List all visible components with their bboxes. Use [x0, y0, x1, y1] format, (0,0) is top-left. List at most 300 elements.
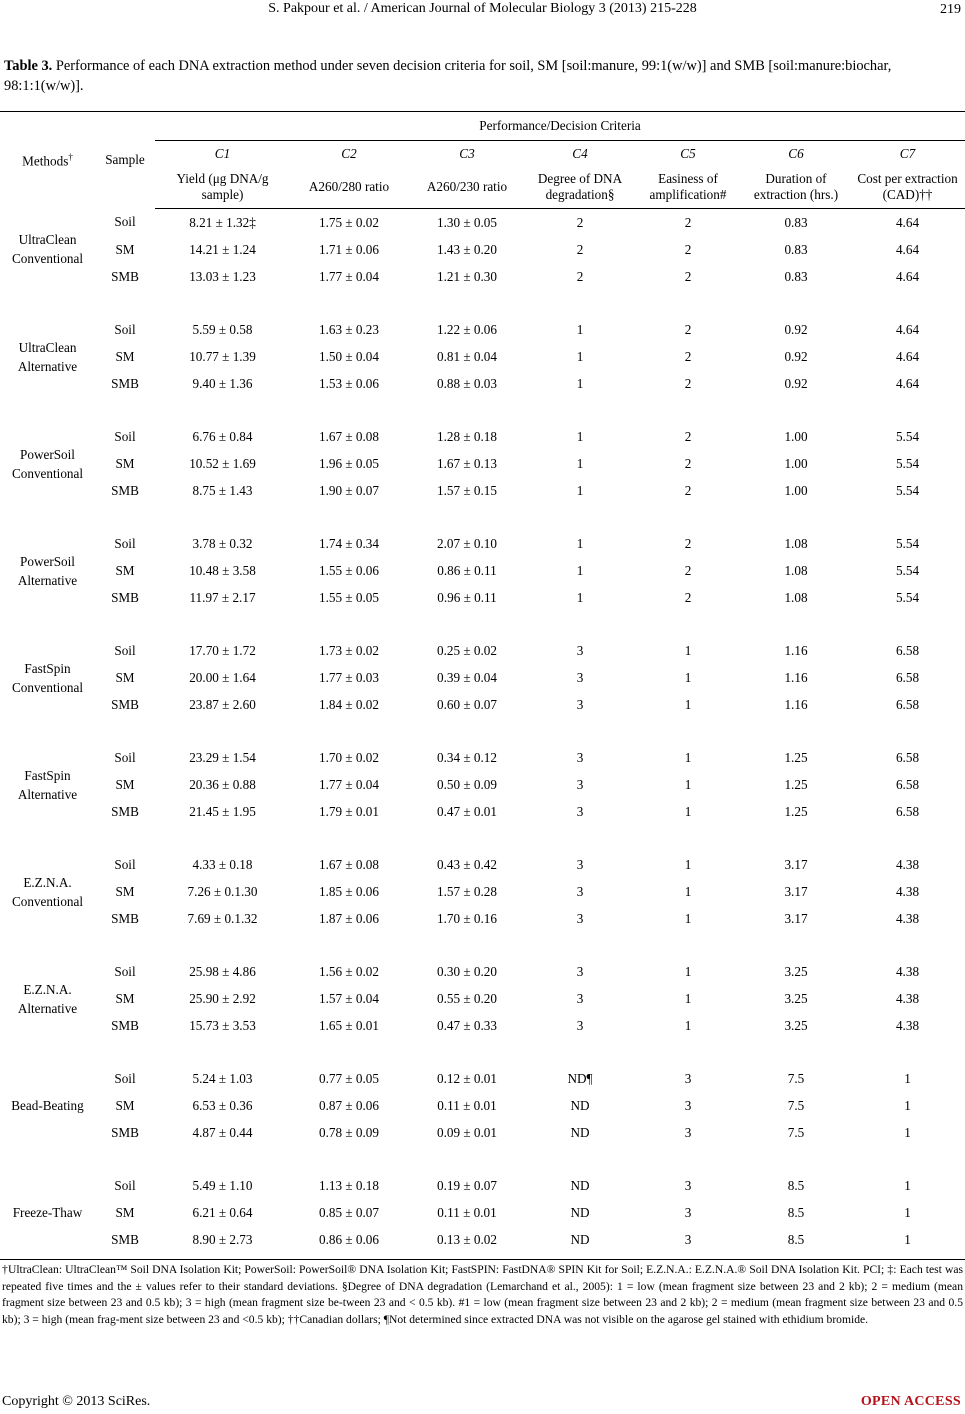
value-cell-c2: 1.53 ± 0.06: [319, 375, 379, 391]
criterion-header-6: [742, 141, 850, 167]
group-spacer-cell: [0, 932, 965, 958]
table-row: [0, 1012, 965, 1039]
value-cell-c4: 1: [576, 482, 584, 498]
value-cell-c6: 8.5: [787, 1204, 805, 1220]
sample-cell: Soil: [114, 428, 136, 444]
group-spacer: [0, 611, 965, 637]
value-cell-c7: 5.54: [895, 589, 920, 605]
value-cell-c1: 4.87 ± 0.44: [192, 1124, 253, 1140]
value-cell-c5: 3: [684, 1177, 692, 1193]
value-cell-c7: 1: [904, 1124, 911, 1140]
method-name-line: Freeze-Thaw: [12, 1205, 83, 1220]
value-cell-c5: 2: [684, 348, 692, 364]
table-row: [0, 370, 965, 397]
group-spacer-cell: [0, 397, 965, 423]
value-cell-c4: 3: [576, 856, 584, 872]
value-cell-c2: 0.86 ± 0.06: [319, 1231, 379, 1247]
value-cell-c4: 3: [576, 642, 584, 658]
value-cell-c2: 1.90 ± 0.07: [319, 482, 379, 498]
value-cell-c2: 1.57 ± 0.04: [319, 990, 379, 1006]
value-cell-c3: 2.07 ± 0.10: [437, 535, 497, 551]
value-cell-c2: 0.87 ± 0.06: [319, 1097, 379, 1113]
table-row: [0, 798, 965, 825]
method-name: [0, 958, 95, 1039]
value-cell-c5: 2: [684, 482, 692, 498]
value-cell-c7: 4.64: [895, 241, 920, 257]
value-cell-c4: 1: [576, 455, 584, 471]
value-cell-c1: 5.24 ± 1.03: [192, 1070, 253, 1086]
value-cell-c3: 0.43 ± 0.42: [437, 856, 497, 872]
group-spacer: [0, 1146, 965, 1172]
value-cell-c6: 1.16: [784, 696, 808, 712]
sample-cell: SM: [115, 669, 135, 685]
value-cell-c7: 1: [904, 1231, 911, 1247]
value-cell-c6: 7.5: [787, 1097, 805, 1113]
value-cell-c1: 20.36 ± 0.88: [189, 776, 256, 792]
value-cell-c5: 2: [684, 428, 692, 444]
value-cell-c6: 1.25: [784, 803, 808, 819]
value-cell-c3: 0.34 ± 0.12: [437, 749, 497, 765]
value-cell-c6: 3.17: [784, 883, 808, 899]
table-row: [0, 263, 965, 290]
value-cell-c6: 1.25: [784, 749, 808, 765]
value-cell-c1: 25.90 ± 2.92: [189, 990, 256, 1006]
value-cell-c1: 4.33 ± 0.18: [192, 856, 253, 872]
table-row: [0, 744, 965, 771]
value-cell-c6: 0.83: [784, 214, 808, 230]
value-cell-c7: 5.54: [895, 482, 920, 498]
value-cell-c1: 10.48 ± 3.58: [189, 562, 256, 578]
value-cell-c3: 0.12 ± 0.01: [437, 1070, 497, 1086]
value-cell-c7: 4.64: [895, 348, 920, 364]
criterion-description-2: A260/280 ratio: [290, 166, 408, 209]
value-cell-c7: 1: [904, 1097, 911, 1113]
value-cell-c7: 4.64: [895, 214, 920, 230]
table-row: [0, 316, 965, 343]
group-spacer: [0, 1039, 965, 1065]
method-name-line: Conventional: [11, 893, 84, 909]
value-cell-c7: 4.64: [895, 321, 920, 337]
value-cell-c5: 1: [684, 910, 692, 926]
group-spacer: [0, 825, 965, 851]
value-cell-c7: 5.54: [895, 455, 920, 471]
value-cell-c3: 0.47 ± 0.01: [437, 803, 497, 819]
value-cell-c1: 23.87 ± 2.60: [189, 696, 256, 712]
value-cell-c7: 5.54: [895, 428, 920, 444]
value-cell-c1: 10.77 ± 1.39: [189, 348, 256, 364]
value-cell-c7: 4.38: [895, 910, 920, 926]
method-name-line: Conventional: [11, 465, 84, 481]
value-cell-c3: 0.81 ± 0.04: [437, 348, 497, 364]
sample-cell: Soil: [114, 856, 136, 872]
criterion-label: C4: [572, 145, 588, 161]
sample-cell: Soil: [114, 963, 136, 979]
value-cell-c7: 4.38: [895, 883, 920, 899]
value-cell-c4: 3: [576, 963, 584, 979]
value-cell-c7: 4.38: [895, 963, 920, 979]
value-cell-c5: 1: [684, 696, 692, 712]
method-name-line: E.Z.N.A.: [23, 981, 72, 997]
value-cell-c3: 1.22 ± 0.06: [437, 321, 497, 337]
value-cell-c5: 1: [684, 669, 692, 685]
footnote-rule: [0, 1259, 965, 1260]
value-cell-c4: 2: [576, 268, 584, 284]
group-spacer-cell: [0, 611, 965, 637]
value-cell-c6: 0.83: [784, 268, 808, 284]
sample-cell: Soil: [114, 214, 136, 230]
sample-cell: SMB: [111, 1231, 139, 1247]
value-cell-c5: 3: [684, 1204, 692, 1220]
value-cell-c3: 0.30 ± 0.20: [437, 963, 497, 979]
sample-cell: SMB: [111, 375, 139, 391]
criterion-header-1: [155, 141, 290, 167]
value-cell-c4: 3: [576, 990, 584, 1006]
value-cell-c2: 1.74 ± 0.34: [319, 535, 379, 551]
criterion-label: C3: [459, 145, 475, 161]
sample-cell: Soil: [114, 1177, 136, 1193]
value-cell-c7: 6.58: [895, 776, 920, 792]
value-cell-c2: 1.50 ± 0.04: [319, 348, 379, 364]
table-row: [0, 1119, 965, 1146]
table-row: [0, 985, 965, 1012]
criterion-label: C7: [899, 145, 916, 161]
sample-cell: SMB: [111, 482, 139, 498]
value-cell-c6: 1.00: [784, 455, 808, 471]
criterion-label: C6: [788, 145, 804, 161]
value-cell-c4: 1: [576, 321, 584, 337]
value-cell-c1: 21.45 ± 1.95: [189, 803, 256, 819]
value-cell-c4: 1: [576, 348, 584, 364]
sample-cell: SMB: [111, 1124, 139, 1140]
value-cell-c6: 1.16: [784, 669, 808, 685]
criterion-label: C5: [680, 145, 696, 161]
value-cell-c6: 0.92: [784, 321, 808, 337]
value-cell-c5: 1: [684, 749, 692, 765]
value-cell-c2: 1.73 ± 0.02: [319, 642, 379, 658]
methods-header: [0, 112, 95, 209]
method-name-line: Alternative: [17, 572, 78, 588]
method-name-line: FastSpin: [24, 767, 71, 783]
criterion-description-7: Cost per extraction (CAD)††: [850, 166, 965, 209]
sample-cell: SM: [115, 241, 135, 257]
table-row: [0, 905, 965, 932]
value-cell-c7: 1: [904, 1070, 911, 1086]
value-cell-c3: 1.43 ± 0.20: [437, 241, 497, 257]
table-row: [0, 771, 965, 798]
table-footnotes: †UltraClean: UltraClean™ Soil DNA Isolation Kit; PowerSoil: PowerSoil® DNA Isolation Kit; FastSPIN: FastDNA® SPIN Kit for Soil; E.Z.N.A.: E.Z.N.A.® Soil DNA Isolation Kit. PCI; ‡: Each test was repeated five times and the ± values refer to their standard deviations. §Degree of DNA degradation (Lemarchand et al., 2005): 1 = low (mean fragment size between 23 and 2 kb); 2 = medium (mean fragment size between 23 and 0.5 kb); 3 = high (mean fragment size be-tween 23 and < 0.5 kb). #1 = low (mean fragment size between 23 and 2 kb); 2 = medium (mean fragment size between 23 and 0.5 kb); 3 = high (mean frag-ment size between 23 and <0.5 kb); ††Canadian dollars; ¶Not determined since extracted DNA was not visible on the agarose gel stained with ethidium bromide.: [2, 1263, 963, 1326]
table-row: [0, 450, 965, 477]
value-cell-c2: 0.77 ± 0.05: [319, 1070, 379, 1086]
criterion-description-1: Yield (μg DNA/g sample): [155, 166, 290, 209]
value-cell-c2: 1.65 ± 0.01: [319, 1017, 379, 1033]
value-cell-c3: 1.21 ± 0.30: [437, 268, 497, 284]
method-name: [0, 423, 95, 504]
value-cell-c1: 6.21 ± 0.64: [192, 1204, 253, 1220]
value-cell-c4: ND: [570, 1124, 590, 1140]
sample-cell: Soil: [114, 1070, 136, 1086]
value-cell-c2: 1.96 ± 0.05: [319, 455, 379, 471]
table-row: [0, 851, 965, 878]
table-row: [0, 958, 965, 985]
value-cell-c3: 0.11 ± 0.01: [437, 1204, 497, 1220]
value-cell-c6: 3.25: [784, 990, 808, 1006]
value-cell-c5: 3: [684, 1124, 692, 1140]
group-spacer-cell: [0, 504, 965, 530]
value-cell-c7: 6.58: [895, 642, 920, 658]
value-cell-c5: 1: [684, 803, 692, 819]
value-cell-c5: 3: [684, 1231, 692, 1247]
sample-cell: SM: [115, 1204, 135, 1220]
value-cell-c4: 3: [576, 696, 584, 712]
value-cell-c4: ND¶: [567, 1070, 593, 1086]
method-name: [0, 209, 95, 291]
value-cell-c7: 6.58: [895, 669, 920, 685]
value-cell-c1: 8.21 ± 1.32‡: [189, 214, 256, 230]
method-name: [0, 637, 95, 718]
value-cell-c2: 1.77 ± 0.04: [319, 776, 379, 792]
value-cell-c4: 3: [576, 669, 584, 685]
value-cell-c3: 0.60 ± 0.07: [437, 696, 497, 712]
value-cell-c3: 1.57 ± 0.15: [437, 482, 497, 498]
sample-cell: Soil: [114, 642, 136, 658]
value-cell-c7: 4.38: [895, 856, 920, 872]
value-cell-c2: 1.75 ± 0.02: [319, 214, 379, 230]
value-cell-c7: 6.58: [895, 803, 920, 819]
value-cell-c5: 1: [684, 776, 692, 792]
method-name: [0, 530, 95, 611]
criterion-header-2: [290, 141, 408, 167]
value-cell-c3: 0.19 ± 0.07: [437, 1177, 497, 1193]
table-row: [0, 878, 965, 905]
method-name-line: UltraClean: [18, 339, 77, 355]
value-cell-c7: 4.64: [895, 375, 920, 391]
value-cell-c6: 0.92: [784, 375, 808, 391]
value-cell-c7: 4.38: [895, 990, 920, 1006]
value-cell-c7: 4.64: [895, 268, 920, 284]
value-cell-c4: 3: [576, 803, 584, 819]
value-cell-c7: 6.58: [895, 749, 920, 765]
value-cell-c1: 8.90 ± 2.73: [192, 1231, 253, 1247]
value-cell-c5: 2: [684, 321, 692, 337]
value-cell-c4: ND: [570, 1097, 590, 1113]
value-cell-c1: 25.98 ± 4.86: [189, 963, 256, 979]
table-row: [0, 1199, 965, 1226]
value-cell-c5: 2: [684, 589, 692, 605]
value-cell-c3: 0.96 ± 0.11: [437, 589, 497, 605]
value-cell-c1: 20.00 ± 1.64: [189, 669, 256, 685]
value-cell-c2: 1.84 ± 0.02: [319, 696, 379, 712]
criterion-header-5: [634, 141, 742, 167]
value-cell-c2: 1.55 ± 0.06: [319, 562, 379, 578]
value-cell-c5: 3: [684, 1070, 692, 1086]
value-cell-c5: 2: [684, 535, 692, 551]
criterion-header-3: [408, 141, 526, 167]
table-row: [0, 1092, 965, 1119]
group-spacer: [0, 718, 965, 744]
value-cell-c6: 3.25: [784, 1017, 808, 1033]
sample-cell: SM: [115, 348, 135, 364]
value-cell-c6: 7.5: [787, 1124, 805, 1140]
sample-cell: SMB: [111, 910, 139, 926]
table-row: [0, 1065, 965, 1092]
criterion-description-6: Duration of extraction (hrs.): [742, 166, 850, 209]
value-cell-c1: 7.69 ± 0.1.32: [187, 910, 258, 926]
method-name-line: Conventional: [11, 251, 84, 267]
method-name-line: PowerSoil: [20, 553, 75, 569]
value-cell-c2: 1.85 ± 0.06: [319, 883, 379, 899]
value-cell-c1: 14.21 ± 1.24: [189, 241, 256, 257]
criterion-description-3: A260/230 ratio: [408, 166, 526, 209]
value-cell-c6: 8.5: [787, 1231, 805, 1247]
sample-cell: Soil: [114, 749, 136, 765]
group-spacer-cell: [0, 1039, 965, 1065]
running-head: S. Pakpour et al. / American Journal of Molecular Biology 3 (2013) 215-228: [268, 1, 697, 16]
sample-cell: SM: [115, 776, 135, 792]
value-cell-c4: 3: [576, 749, 584, 765]
table-row: [0, 423, 965, 450]
value-cell-c2: 1.71 ± 0.06: [319, 241, 379, 257]
value-cell-c3: 1.57 ± 0.28: [437, 883, 497, 899]
open-access-badge: OPEN ACCESS: [860, 1394, 961, 1409]
criterion-header-7: [850, 141, 965, 167]
value-cell-c4: 3: [576, 1017, 584, 1033]
value-cell-c3: 0.55 ± 0.20: [437, 990, 497, 1006]
table-row: [0, 477, 965, 504]
group-spacer: [0, 932, 965, 958]
value-cell-c1: 5.49 ± 1.10: [192, 1177, 253, 1193]
value-cell-c2: 1.77 ± 0.04: [319, 268, 379, 284]
group-spacer-cell: [0, 290, 965, 316]
value-cell-c4: ND: [570, 1204, 590, 1220]
value-cell-c2: 1.63 ± 0.23: [319, 321, 379, 337]
value-cell-c6: 8.5: [787, 1177, 805, 1193]
method-name: [0, 851, 95, 932]
value-cell-c2: 1.56 ± 0.02: [319, 963, 379, 979]
value-cell-c1: 5.59 ± 0.58: [192, 321, 253, 337]
value-cell-c5: 1: [684, 883, 692, 899]
table-row: [0, 584, 965, 611]
table-row: [0, 557, 965, 584]
value-cell-c7: 1: [904, 1177, 911, 1193]
sample-cell: SM: [115, 990, 135, 1006]
value-cell-c1: 15.73 ± 3.53: [189, 1017, 256, 1033]
value-cell-c2: 1.13 ± 0.18: [319, 1177, 379, 1193]
value-cell-c4: 1: [576, 562, 584, 578]
table-row: [0, 1172, 965, 1199]
method-name-line: Conventional: [11, 679, 84, 695]
value-cell-c2: 0.78 ± 0.09: [319, 1124, 379, 1140]
method-name-line: Alternative: [17, 786, 78, 802]
value-cell-c5: 1: [684, 1017, 692, 1033]
criterion-label: C1: [214, 145, 231, 161]
value-cell-c1: 10.52 ± 1.69: [189, 455, 256, 471]
copyright: Copyright © 2013 SciRes.: [2, 1394, 151, 1409]
value-cell-c5: 1: [684, 642, 692, 658]
value-cell-c6: 7.5: [787, 1070, 805, 1086]
methods-header-label: Methods: [22, 152, 69, 168]
value-cell-c2: 1.70 ± 0.02: [319, 749, 379, 765]
value-cell-c3: 0.11 ± 0.01: [437, 1097, 497, 1113]
running-header: [0, 0, 965, 24]
method-name-line: Alternative: [17, 358, 78, 374]
value-cell-c1: 13.03 ± 1.23: [189, 268, 256, 284]
group-spacer: [0, 397, 965, 423]
table-row: [0, 530, 965, 557]
value-cell-c7: 1: [904, 1204, 911, 1220]
group-spacer-cell: [0, 1146, 965, 1172]
table-caption-text: Performance of each DNA extraction method under seven decision criteria for soil, SM [soil:manure, 99:1(w/w)] and SMB [soil:manure:biochar, 98:1:1(w/w)].: [4, 58, 892, 94]
value-cell-c6: 3.17: [784, 856, 808, 872]
value-cell-c3: 1.67 ± 0.13: [437, 455, 497, 471]
value-cell-c5: 2: [684, 375, 692, 391]
value-cell-c1: 3.78 ± 0.32: [192, 535, 253, 551]
value-cell-c3: 0.86 ± 0.11: [437, 562, 497, 578]
method-name: [0, 316, 95, 397]
value-cell-c7: 6.58: [895, 696, 920, 712]
sample-cell: SMB: [111, 1017, 139, 1033]
sample-cell: Soil: [114, 321, 136, 337]
value-cell-c5: 2: [684, 562, 692, 578]
value-cell-c1: 9.40 ± 1.36: [192, 375, 253, 391]
value-cell-c1: 6.76 ± 0.84: [192, 428, 253, 444]
table-row: [0, 691, 965, 718]
value-cell-c4: 1: [576, 375, 584, 391]
value-cell-c6: 1.16: [784, 642, 808, 658]
table-row: [0, 1226, 965, 1253]
value-cell-c5: 1: [684, 963, 692, 979]
value-cell-c1: 23.29 ± 1.54: [189, 749, 256, 765]
value-cell-c4: ND: [570, 1231, 590, 1247]
method-name-line: PowerSoil: [20, 446, 75, 462]
sample-cell: SM: [115, 1097, 135, 1113]
value-cell-c6: 0.92: [784, 348, 808, 364]
table-label: Table 3.: [4, 58, 53, 74]
value-cell-c3: 0.13 ± 0.02: [437, 1231, 497, 1247]
value-cell-c5: 2: [684, 268, 692, 284]
value-cell-c5: 2: [684, 241, 692, 257]
value-cell-c1: 6.53 ± 0.36: [192, 1097, 253, 1113]
sample-cell: SMB: [111, 803, 139, 819]
group-spacer-cell: [0, 825, 965, 851]
sample-cell: SMB: [111, 589, 139, 605]
method-name-line: Bead-Beating: [11, 1098, 84, 1113]
value-cell-c3: 0.25 ± 0.02: [437, 642, 497, 658]
value-cell-c3: 0.39 ± 0.04: [437, 669, 497, 685]
value-cell-c4: 2: [576, 241, 584, 257]
value-cell-c2: 1.79 ± 0.01: [319, 803, 379, 819]
value-cell-c5: 2: [684, 214, 692, 230]
value-cell-c1: 11.97 ± 2.17: [189, 589, 256, 605]
value-cell-c3: 1.30 ± 0.05: [437, 214, 497, 230]
group-spacer: [0, 504, 965, 530]
sample-cell: SMB: [111, 696, 139, 712]
value-cell-c1: 7.26 ± 0.1.30: [187, 883, 258, 899]
group-spacer-cell: [0, 718, 965, 744]
criterion-header-4: [526, 141, 634, 167]
value-cell-c2: 1.77 ± 0.03: [319, 669, 379, 685]
value-cell-c6: 1.25: [784, 776, 808, 792]
table-row: [0, 209, 965, 237]
table-row: [0, 637, 965, 664]
value-cell-c2: 1.67 ± 0.08: [319, 856, 379, 872]
value-cell-c6: 1.08: [784, 589, 808, 605]
value-cell-c7: 4.38: [895, 1017, 920, 1033]
value-cell-c3: 0.47 ± 0.33: [437, 1017, 497, 1033]
sample-header: Sample: [95, 112, 155, 209]
method-name-line: E.Z.N.A.: [23, 874, 72, 890]
value-cell-c1: 8.75 ± 1.43: [192, 482, 253, 498]
value-cell-c4: 2: [576, 214, 584, 230]
